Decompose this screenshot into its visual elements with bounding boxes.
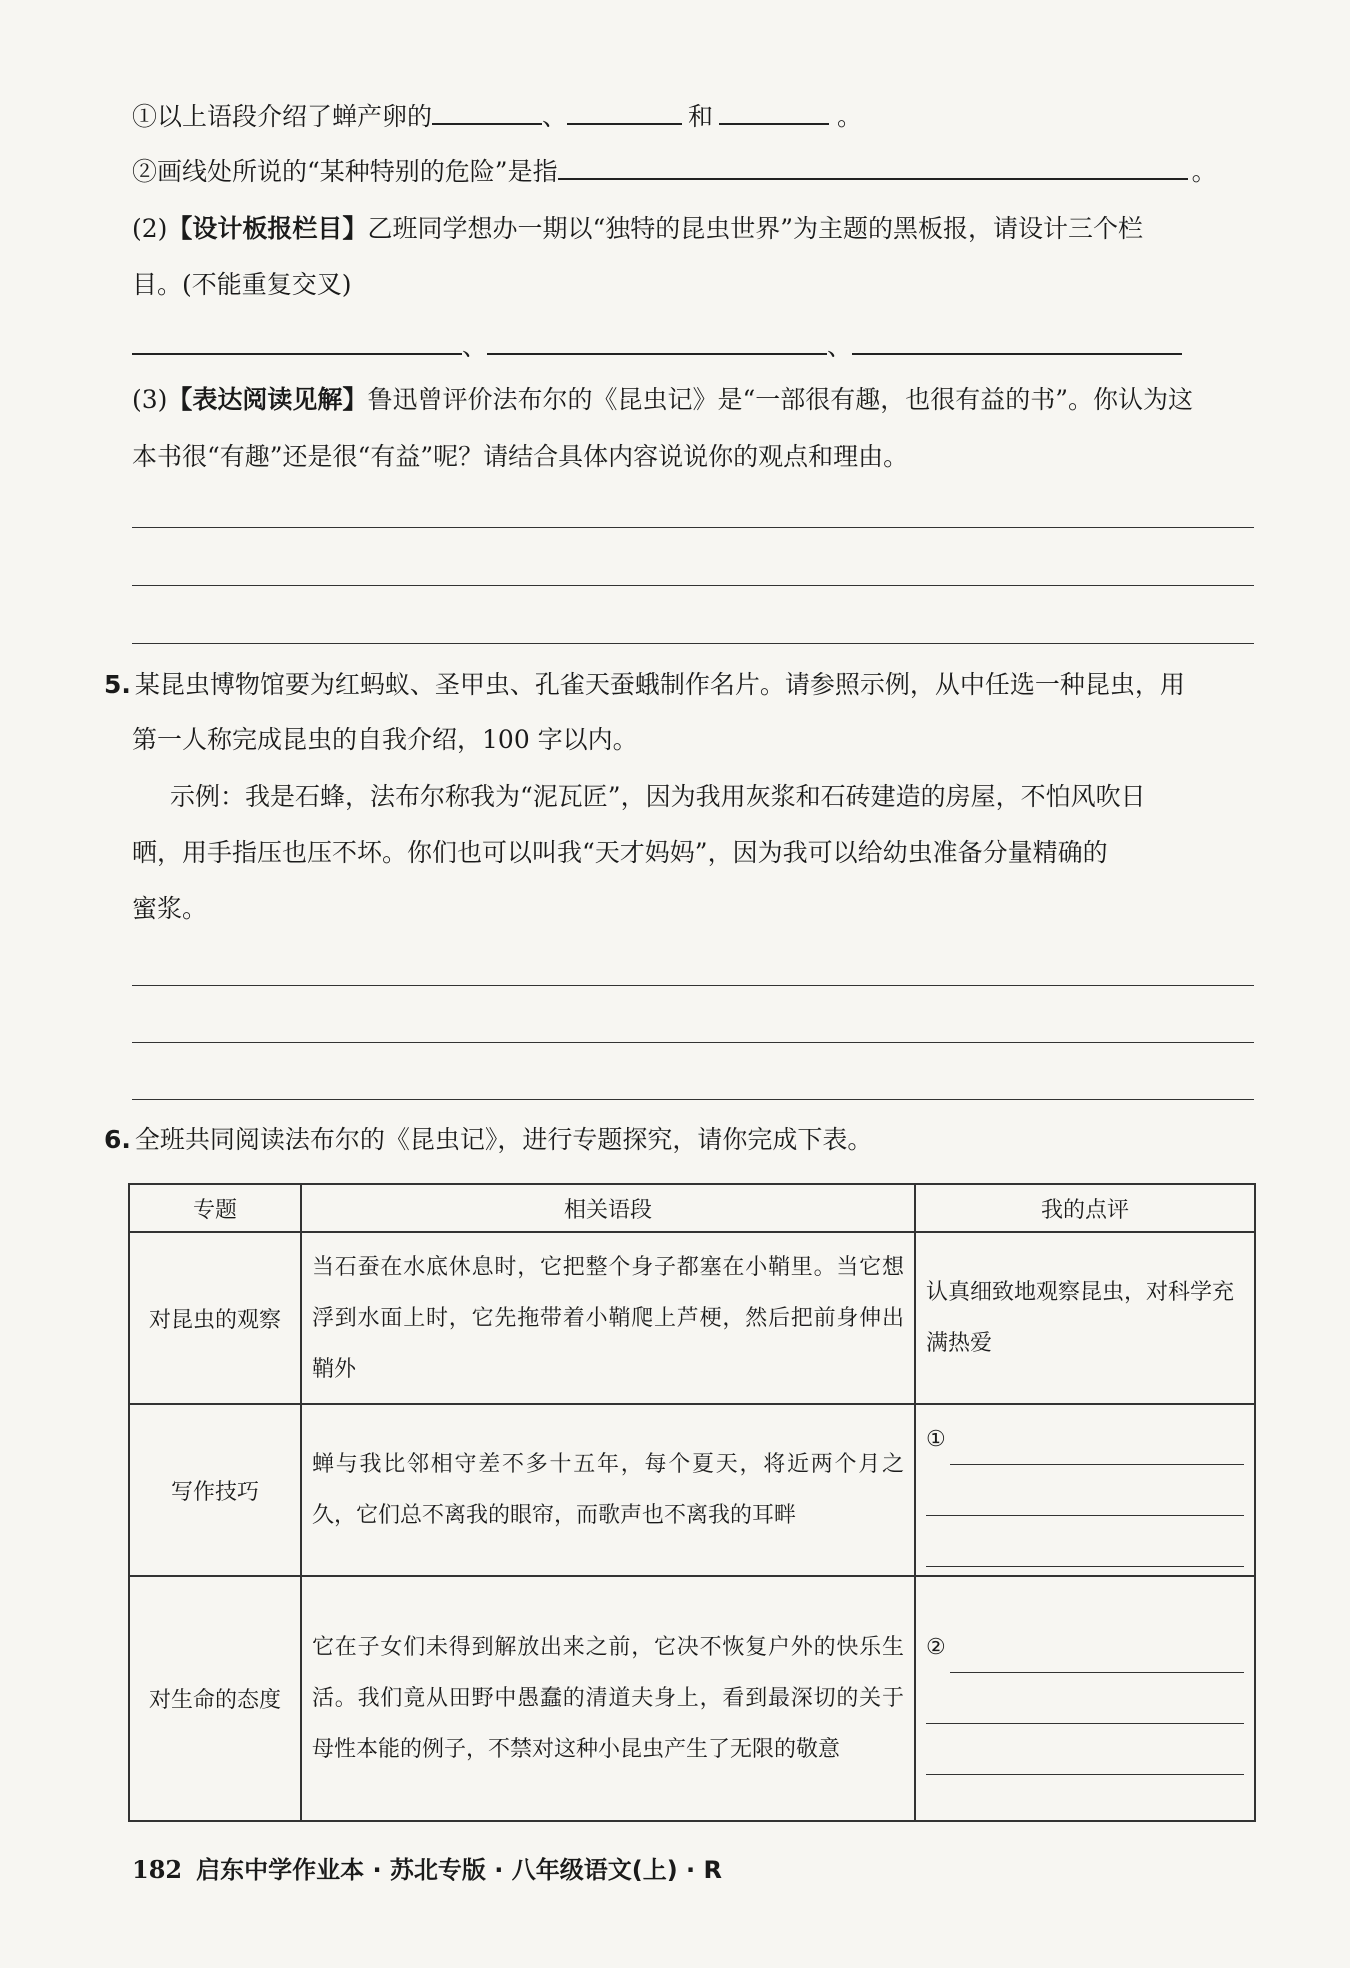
row-excerpt: 蝉与我比邻相守差不多十五年，每个夏天，将近两个月之久，它们总不离我的眼帘，而歌声也不离我的耳畔 — [301, 1404, 915, 1576]
header-topic: 专题 — [129, 1184, 301, 1232]
separator: 、 — [462, 332, 488, 361]
question-number: 6. — [104, 1125, 131, 1154]
q6-line — [104, 1120, 1224, 1160]
q4-sub2-line1 — [132, 209, 1252, 249]
q5-example-line1: 示例：我是石蜂，法布尔称我为“泥瓦匠”，因为我用灰浆和石砖建造的房屋，不怕风吹日 — [170, 782, 1146, 811]
blank-field[interactable] — [852, 329, 1182, 355]
table-header-row — [129, 1184, 1255, 1232]
circled-number: ① — [926, 1426, 946, 1452]
question-text: 全班共同阅读法布尔的《昆虫记》，进行专题探究，请你完成下表。 — [134, 1125, 873, 1154]
sub-question-number: (2) — [132, 214, 168, 243]
q5-example-line2: 晒，用手指压也压不坏。你们也可以叫我“天才妈妈”，因为我可以给幼虫准备分量精确的 — [132, 838, 1108, 867]
row-topic: 写作技巧 — [129, 1404, 301, 1576]
sub-question-tag: 【设计板报栏目】 — [167, 214, 368, 243]
q5-line2: 第一人称完成昆虫的自我介绍，100 字以内。 — [132, 725, 638, 754]
q4-sub1-item2 — [132, 152, 1252, 192]
sub-question-tag: 【表达阅读见解】 — [167, 385, 368, 414]
period: 。 — [1191, 157, 1217, 186]
row-excerpt: 当石蚕在水底休息时，它把整个身子都塞在小鞘里。当它想浮到水面上时，它先拖带着小鞘爬上芦梗，然后把前身伸出鞘外 — [301, 1232, 915, 1404]
question-text: 某昆虫博物馆要为红蚂蚁、圣甲虫、孔雀天蚕蛾制作名片。请参照示例，从中任选一种昆虫，用 — [134, 670, 1185, 699]
row-comment: 认真细致地观察昆虫，对科学充满热爱 — [915, 1232, 1255, 1404]
book-title: 启东中学作业本 · 苏北专版 · 八年级语文(上) · R — [196, 1856, 723, 1884]
q4-sub1-item1 — [132, 97, 1252, 137]
q4-sub2-line2: 目。(不能重复交叉) — [132, 270, 352, 299]
sub-question-number: (3) — [132, 385, 168, 414]
q4-sub1-item2-prefix: ②画线处所说的“某种特别的危险”是指 — [132, 157, 558, 186]
blank-field[interactable] — [719, 99, 829, 125]
sub-question-text: 鲁迅曾评价法布尔的《昆虫记》是“一部很有趣，也很有益的书”。你认为这 — [367, 385, 1194, 414]
q5-example-line3: 蜜浆。 — [132, 894, 208, 923]
header-comment: 我的点评 — [915, 1184, 1255, 1232]
answer-line[interactable] — [926, 1622, 1244, 1673]
answer-line[interactable] — [132, 585, 1254, 586]
sub-question-text: 乙班同学想办一期以“独特的昆虫世界”为主题的黑板报，请设计三个栏 — [367, 214, 1144, 243]
page-footer — [132, 1850, 722, 1885]
circled-number: ② — [926, 1635, 946, 1660]
blank-field[interactable] — [432, 99, 542, 125]
q4-sub1-item1-prefix: ①以上语段介绍了蝉产卵的 — [132, 102, 433, 131]
answer-line[interactable] — [132, 1099, 1254, 1100]
answer-line[interactable] — [926, 1465, 1244, 1516]
answer-line[interactable] — [926, 1673, 1244, 1724]
header-excerpt: 相关语段 — [301, 1184, 915, 1232]
answer-line[interactable] — [132, 527, 1254, 528]
answer-line[interactable] — [926, 1414, 1244, 1465]
separator: 、 — [827, 332, 853, 361]
table-row — [129, 1232, 1255, 1404]
page-number: 182 — [132, 1855, 183, 1884]
q4-sub3-line1 — [132, 380, 1252, 420]
answer-line[interactable] — [132, 643, 1254, 644]
q5-line1 — [104, 665, 1224, 705]
period: 。 — [837, 102, 863, 131]
row-comment-answer — [915, 1404, 1255, 1576]
answer-line[interactable] — [926, 1516, 1244, 1567]
separator: 、 — [542, 102, 568, 131]
row-topic: 对昆虫的观察 — [129, 1232, 301, 1404]
blank-field[interactable] — [132, 329, 462, 355]
answer-line[interactable] — [132, 985, 1254, 986]
question-number: 5. — [104, 670, 131, 699]
table-row — [129, 1576, 1255, 1821]
topic-study-table — [128, 1183, 1256, 1822]
row-comment-answer — [915, 1576, 1255, 1821]
table-row — [129, 1404, 1255, 1576]
blank-field[interactable] — [487, 329, 827, 355]
answer-line[interactable] — [132, 1042, 1254, 1043]
row-topic: 对生命的态度 — [129, 1576, 301, 1821]
answer-line[interactable] — [926, 1724, 1244, 1775]
row-excerpt: 它在子女们未得到解放出来之前，它决不恢复户外的快乐生活。我们竟从田野中愚蠢的清道夫身上，看到最深切的关于母性本能的例子，不禁对这种小昆虫产生了无限的敬意 — [301, 1576, 915, 1821]
q4-sub3-line2: 本书很“有趣”还是很“有益”呢？请结合具体内容说说你的观点和理由。 — [132, 442, 909, 471]
blank-field[interactable] — [567, 99, 682, 125]
separator: 和 — [688, 102, 714, 131]
blank-field[interactable] — [558, 154, 1188, 180]
q4-sub2-answer — [132, 327, 1252, 367]
